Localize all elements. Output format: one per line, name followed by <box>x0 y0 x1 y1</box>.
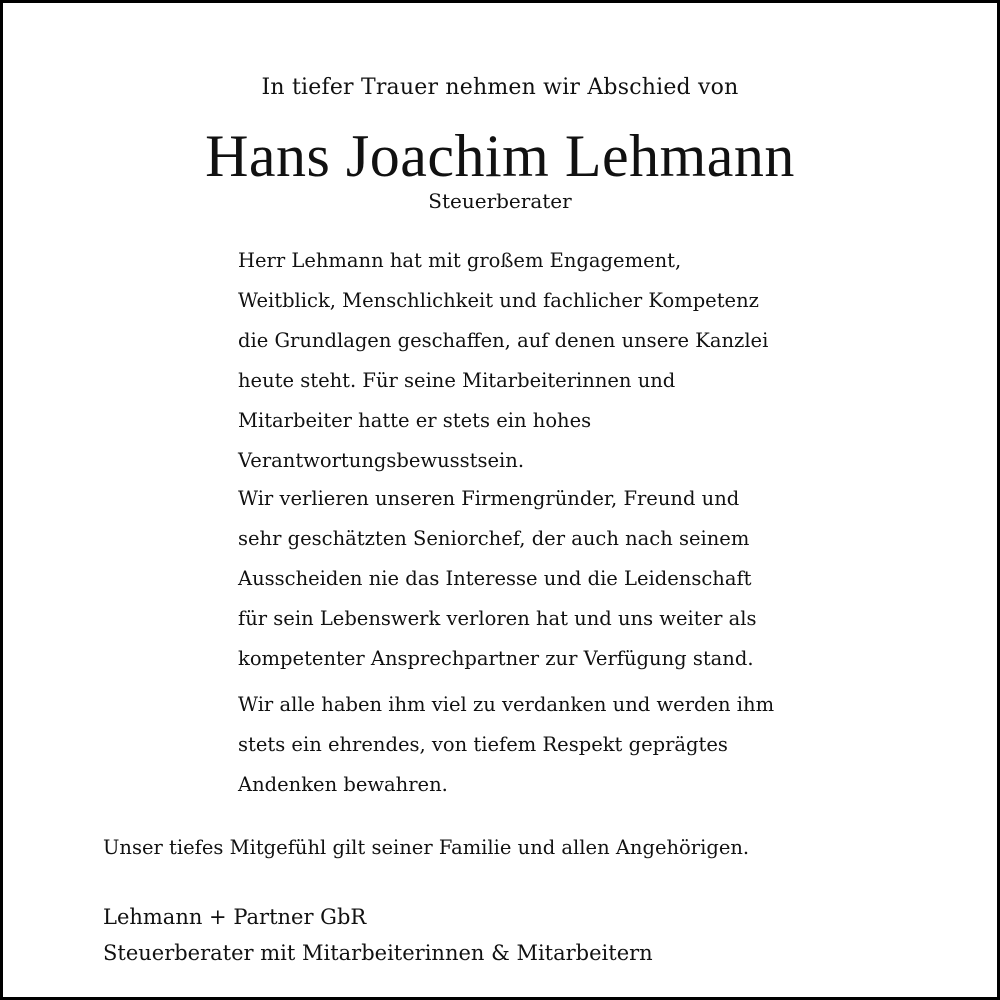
tribute-line: Ausscheiden nie das Interesse und die Leidenschaft <box>238 567 752 590</box>
intro-line: In tiefer Trauer nehmen wir Abschied von <box>261 75 739 100</box>
deceased-name: Hans Joachim Lehmann <box>205 123 795 189</box>
tribute-line: Mitarbeiter hatte er stets ein hohes <box>238 409 592 432</box>
tribute-line: sehr geschätzten Seniorchef, der auch nach seinem <box>238 527 750 550</box>
signature-firm: Lehmann + Partner GbR <box>103 905 367 929</box>
deceased-profession: Steuerberater <box>428 189 572 213</box>
tribute-paragraph-2 <box>238 479 828 679</box>
signature-staff: Steuerberater mit Mitarbeiterinnen & Mitarbeitern <box>103 941 653 965</box>
tribute-line: Herr Lehmann hat mit großem Engagement, <box>238 249 682 272</box>
tribute-paragraph-3 <box>238 685 828 805</box>
tribute-paragraph-1 <box>238 241 828 481</box>
sympathy-line: Unser tiefes Mitgefühl gilt seiner Familie und allen Angehörigen. <box>103 836 750 859</box>
tribute-line: Andenken bewahren. <box>238 773 448 796</box>
tribute-line: Wir verlieren unseren Firmengründer, Freund und <box>238 487 740 510</box>
signature-block <box>103 899 653 971</box>
tribute-line: Weitblick, Menschlichkeit und fachlicher Kompetenz <box>238 289 759 312</box>
tribute-line: heute steht. Für seine Mitarbeiterinnen und <box>238 369 676 392</box>
tribute-line: stets ein ehrendes, von tiefem Respekt geprägtes <box>238 733 728 756</box>
tribute-line: Verantwortungsbewusstsein. <box>238 449 525 472</box>
tribute-line: die Grundlagen geschaffen, auf denen unsere Kanzlei <box>238 329 769 352</box>
tribute-line: Wir alle haben ihm viel zu verdanken und werden ihm <box>238 693 775 716</box>
tribute-line: für sein Lebenswerk verloren hat und uns weiter als <box>238 607 757 630</box>
tribute-line: kompetenter Ansprechpartner zur Verfügung stand. <box>238 647 754 670</box>
